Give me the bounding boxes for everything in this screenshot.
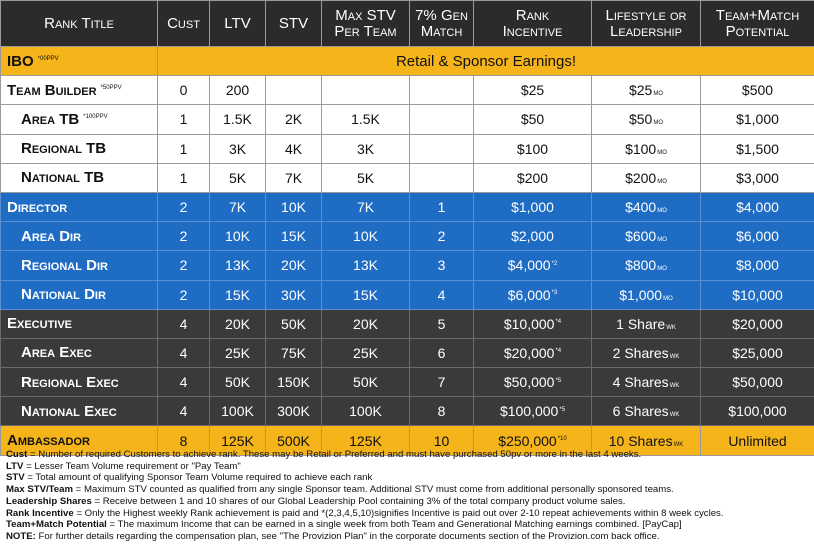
ltv-cell: 3K bbox=[210, 134, 266, 163]
gen-match-cell: 8 bbox=[410, 397, 474, 426]
max-stv-cell: 7K bbox=[322, 192, 410, 221]
rank-incentive-cell: $1,000 bbox=[474, 192, 592, 221]
rank-name: Regional TB bbox=[1, 134, 158, 163]
lifestyle-cell: 10 SharesWK bbox=[592, 426, 701, 455]
definition-line bbox=[6, 449, 810, 461]
incentive-footnote: *5 bbox=[559, 406, 566, 413]
rank-incentive-cell: $4,000$^{*2}$ bbox=[474, 251, 592, 280]
definition-text: = The maximum Income that can be earned in a single week from both Team and Generational Matching earnings combined. [PayCap] bbox=[106, 519, 682, 531]
rank-name: Ambassador bbox=[1, 426, 158, 455]
period-label: WK bbox=[673, 441, 684, 448]
definition-line bbox=[6, 472, 810, 484]
definition-text: For further details regarding the compensation plan, see "The Provizion Plan" in the corporate documents section of the Provizion.com back office. bbox=[35, 530, 660, 542]
ltv-cell: 7K bbox=[210, 192, 266, 221]
max-stv-cell: 10K bbox=[322, 222, 410, 251]
period-label: MO bbox=[657, 149, 667, 156]
rank-incentive-cell: $2,000 bbox=[474, 222, 592, 251]
rank-name: Regional Exec bbox=[1, 368, 158, 397]
gen-match-cell: 6 bbox=[410, 338, 474, 367]
rank-name: National Exec bbox=[1, 397, 158, 426]
definition-term: NOTE: bbox=[6, 530, 36, 542]
potential-cell: $20,000 bbox=[701, 309, 814, 338]
rank-row bbox=[1, 163, 814, 192]
rank-incentive-cell: $6,000$^{*3}$ bbox=[474, 280, 592, 309]
incentive-footnote: *2 bbox=[551, 260, 558, 267]
definition-text: = Only the Highest weekly Rank achievement is paid and *(2,3,4,5,10)signifies Incentive is paid out over 2-10 repeat achievements within 8 week cycles. bbox=[73, 507, 724, 519]
period-label: WK bbox=[669, 353, 680, 360]
definition-term: Max STV/Team bbox=[6, 484, 74, 496]
cust-cell: 4 bbox=[158, 397, 210, 426]
lifestyle-cell: $200MO bbox=[592, 163, 701, 192]
lifestyle-cell: $50MO bbox=[592, 105, 701, 134]
rank-row bbox=[1, 222, 814, 251]
rank-incentive-cell: $200 bbox=[474, 163, 592, 192]
lifestyle-cell: $400MO bbox=[592, 192, 701, 221]
max-stv-cell: 13K bbox=[322, 251, 410, 280]
ltv-cell: 100K bbox=[210, 397, 266, 426]
ltv-cell: 25K bbox=[210, 338, 266, 367]
rank-incentive-cell: $50,000$^{*5}$ bbox=[474, 368, 592, 397]
stv-cell: 7K bbox=[266, 163, 322, 192]
definition-term: STV bbox=[6, 472, 25, 484]
potential-cell: Unlimited bbox=[701, 426, 814, 455]
cust-cell: 2 bbox=[158, 251, 210, 280]
ltv-cell: 10K bbox=[210, 222, 266, 251]
rank-name: Area Exec bbox=[1, 338, 158, 367]
definition-term: Leadership Shares bbox=[6, 495, 92, 507]
max-stv-cell: 125K bbox=[322, 426, 410, 455]
cust-cell: 4 bbox=[158, 368, 210, 397]
lifestyle-cell: $100MO bbox=[592, 134, 701, 163]
definition-text: = Maximum STV counted as qualified from any single Sponsor team. Additional STV must come from additional personally sponsored teams. bbox=[73, 484, 674, 496]
potential-cell: $25,000 bbox=[701, 338, 814, 367]
rank-row bbox=[1, 251, 814, 280]
potential-cell: $3,000 bbox=[701, 163, 814, 192]
incentive-footnote: *4 bbox=[555, 319, 562, 326]
potential-cell: $50,000 bbox=[701, 368, 814, 397]
max-stv-cell: 1.5K bbox=[322, 105, 410, 134]
ibo-row bbox=[1, 47, 814, 76]
potential-cell: $4,000 bbox=[701, 192, 814, 221]
potential-cell: $8,000 bbox=[701, 251, 814, 280]
cust-cell: 4 bbox=[158, 338, 210, 367]
gen-match-cell: 5 bbox=[410, 309, 474, 338]
stv-cell: 50K bbox=[266, 309, 322, 338]
definition-line bbox=[6, 461, 810, 473]
lifestyle-cell: $25MO bbox=[592, 76, 701, 105]
rank-name: Regional Dir bbox=[1, 251, 158, 280]
cust-cell: 1 bbox=[158, 134, 210, 163]
cust-cell: 1 bbox=[158, 105, 210, 134]
period-label: MO bbox=[657, 208, 667, 215]
rank-incentive-cell: $100 bbox=[474, 134, 592, 163]
incentive-footnote: *5 bbox=[555, 377, 562, 384]
lifestyle-cell: 4 SharesWK bbox=[592, 368, 701, 397]
stv-cell: 15K bbox=[266, 222, 322, 251]
definition-line bbox=[6, 496, 810, 508]
lifestyle-cell: 1 ShareWK bbox=[592, 309, 701, 338]
period-label: WK bbox=[666, 324, 676, 331]
stv-cell: 2K bbox=[266, 105, 322, 134]
lifestyle-cell: $1,000MO bbox=[592, 280, 701, 309]
potential-cell: $6,000 bbox=[701, 222, 814, 251]
ltv-cell: 125K bbox=[210, 426, 266, 455]
rank-row bbox=[1, 192, 814, 221]
period-label: MO bbox=[653, 91, 664, 98]
ltv-cell: 1.5K bbox=[210, 105, 266, 134]
column-header: Max STV Per Team bbox=[322, 1, 410, 47]
rank-incentive-cell: $250,000$^{*10}$ bbox=[474, 426, 592, 455]
column-header: Cust bbox=[158, 1, 210, 47]
period-label: WK bbox=[669, 412, 680, 419]
gen-match-cell: 10 bbox=[410, 426, 474, 455]
potential-cell: $1,500 bbox=[701, 134, 814, 163]
cust-cell: 2 bbox=[158, 222, 210, 251]
potential-cell: $100,000 bbox=[701, 397, 814, 426]
rank-name: Area Dir bbox=[1, 222, 158, 251]
ltv-cell: 200 bbox=[210, 76, 266, 105]
definition-term: LTV bbox=[6, 460, 24, 472]
max-stv-cell: 25K bbox=[322, 338, 410, 367]
gen-match-cell: 1 bbox=[410, 192, 474, 221]
definition-line bbox=[6, 531, 810, 543]
definition-text: = Lesser Team Volume requirement or "Pay Team" bbox=[23, 460, 241, 472]
stv-cell: 10K bbox=[266, 192, 322, 221]
potential-cell: $10,000 bbox=[701, 280, 814, 309]
rank-row bbox=[1, 397, 814, 426]
max-stv-cell: 20K bbox=[322, 309, 410, 338]
potential-cell: $1,000 bbox=[701, 105, 814, 134]
max-stv-cell: 100K bbox=[322, 397, 410, 426]
definition-term: Team+Match Potential bbox=[6, 519, 107, 531]
gen-match-cell bbox=[410, 163, 474, 192]
potential-cell: $500 bbox=[701, 76, 814, 105]
period-label: MO bbox=[663, 295, 673, 302]
gen-match-cell: 4 bbox=[410, 280, 474, 309]
gen-match-cell bbox=[410, 105, 474, 134]
ltv-cell: 13K bbox=[210, 251, 266, 280]
gen-match-cell: 7 bbox=[410, 368, 474, 397]
ppv-note: *100PPV bbox=[83, 113, 108, 120]
definition-line bbox=[6, 484, 810, 496]
gen-match-cell bbox=[410, 76, 474, 105]
rank-name: National Dir bbox=[1, 280, 158, 309]
stv-cell: 30K bbox=[266, 280, 322, 309]
rank-row bbox=[1, 309, 814, 338]
max-stv-cell: 15K bbox=[322, 280, 410, 309]
cust-cell: 2 bbox=[158, 192, 210, 221]
gen-match-cell: 2 bbox=[410, 222, 474, 251]
rank-row bbox=[1, 280, 814, 309]
stv-cell: 150K bbox=[266, 368, 322, 397]
column-header: Rank Title bbox=[1, 1, 158, 47]
stv-cell: 500K bbox=[266, 426, 322, 455]
ltv-cell: 15K bbox=[210, 280, 266, 309]
incentive-footnote: *10 bbox=[557, 435, 567, 442]
definition-text: = Number of required Customers to achieve rank. These may be Retail or Preferred and must have purchased 50pv or more in the last 4 weeks. bbox=[27, 449, 642, 460]
stv-cell: 20K bbox=[266, 251, 322, 280]
gen-match-cell bbox=[410, 134, 474, 163]
stv-cell bbox=[266, 76, 322, 105]
definition-text: = Receive between 1 and 10 shares of our Global Leadership Pool containing 3% of the total company product volume sales. bbox=[91, 495, 626, 507]
column-header: Team+Match Potential bbox=[701, 1, 814, 47]
ppv-note: *50PPV bbox=[100, 84, 122, 91]
stv-cell: 300K bbox=[266, 397, 322, 426]
rank-row bbox=[1, 134, 814, 163]
ppv-note: *00PPV bbox=[37, 55, 59, 62]
max-stv-cell: 50K bbox=[322, 368, 410, 397]
period-label: MO bbox=[653, 120, 664, 127]
incentive-footnote: *3 bbox=[551, 289, 558, 296]
ltv-cell: 50K bbox=[210, 368, 266, 397]
rank-name: Team Builder $^{*50PPV}$ bbox=[1, 76, 158, 105]
max-stv-cell: 5K bbox=[322, 163, 410, 192]
rank-name: National TB bbox=[1, 163, 158, 192]
column-header: 7% Gen Match bbox=[410, 1, 474, 47]
rank-incentive-cell: $20,000$^{*4}$ bbox=[474, 338, 592, 367]
definition-line bbox=[6, 508, 810, 520]
rank-incentive-cell: $25 bbox=[474, 76, 592, 105]
definition-line bbox=[6, 519, 810, 531]
rank-row bbox=[1, 105, 814, 134]
cust-cell: 4 bbox=[158, 309, 210, 338]
definition-term: Rank Incentive bbox=[6, 507, 74, 519]
column-header: STV bbox=[266, 1, 322, 47]
ltv-cell: 20K bbox=[210, 309, 266, 338]
period-label: WK bbox=[669, 383, 680, 390]
rank-incentive-cell: $100,000$^{*5}$ bbox=[474, 397, 592, 426]
rank-name: Executive bbox=[1, 309, 158, 338]
max-stv-cell bbox=[322, 76, 410, 105]
cust-cell: 8 bbox=[158, 426, 210, 455]
rank-name: Director bbox=[1, 192, 158, 221]
definition-text: = Total amount of qualifying Sponsor Team Volume required to achieve each rank bbox=[24, 472, 373, 484]
rank-name: IBO $^{*00PPV}$ bbox=[1, 47, 158, 76]
cust-cell: 1 bbox=[158, 163, 210, 192]
definition-term: Cust bbox=[6, 449, 28, 460]
ibo-message: Retail & Sponsor Earnings! bbox=[158, 47, 814, 76]
max-stv-cell: 3K bbox=[322, 134, 410, 163]
rank-row bbox=[1, 368, 814, 397]
rank-incentive-cell: $10,000$^{*4}$ bbox=[474, 309, 592, 338]
cust-cell: 2 bbox=[158, 280, 210, 309]
ltv-cell: 5K bbox=[210, 163, 266, 192]
rank-name: Area TB $^{*100PPV}$ bbox=[1, 105, 158, 134]
cust-cell: 0 bbox=[158, 76, 210, 105]
period-label: MO bbox=[657, 237, 667, 244]
lifestyle-cell: $800MO bbox=[592, 251, 701, 280]
stv-cell: 4K bbox=[266, 134, 322, 163]
period-label: MO bbox=[657, 266, 667, 273]
definitions-notes bbox=[6, 449, 810, 543]
column-header: Lifestyle or Leadership bbox=[592, 1, 701, 47]
stv-cell: 75K bbox=[266, 338, 322, 367]
rank-row bbox=[1, 338, 814, 367]
incentive-footnote: *4 bbox=[555, 348, 562, 355]
rank-incentive-cell: $50 bbox=[474, 105, 592, 134]
gen-match-cell: 3 bbox=[410, 251, 474, 280]
rank-row bbox=[1, 76, 814, 105]
column-header: LTV bbox=[210, 1, 266, 47]
lifestyle-cell: 6 SharesWK bbox=[592, 397, 701, 426]
lifestyle-cell: 2 SharesWK bbox=[592, 338, 701, 367]
table-header-row bbox=[1, 1, 814, 47]
lifestyle-cell: $600MO bbox=[592, 222, 701, 251]
period-label: MO bbox=[657, 178, 667, 185]
column-header: Rank Incentive bbox=[474, 1, 592, 47]
